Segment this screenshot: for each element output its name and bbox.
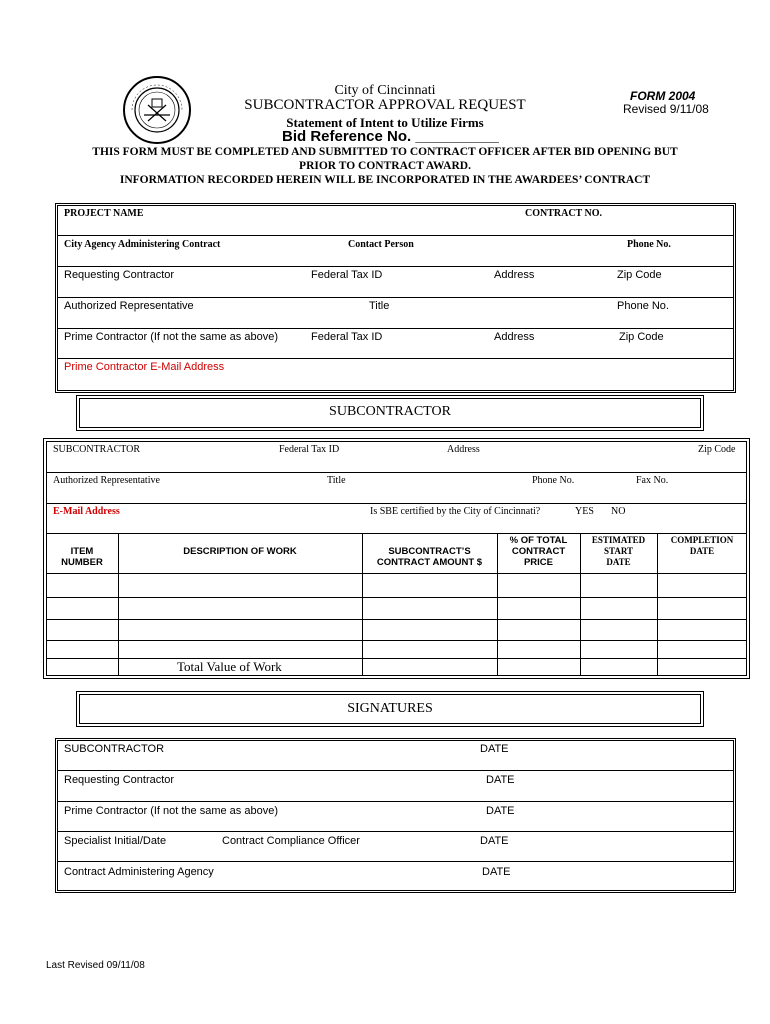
table-row[interactable] xyxy=(46,620,747,639)
city-agency-field[interactable]: City Agency Administering Contract xyxy=(64,239,221,250)
sig-date-1[interactable]: DATE xyxy=(480,743,509,755)
table-row[interactable] xyxy=(46,598,747,618)
requesting-tax-id-field[interactable]: Federal Tax ID xyxy=(311,269,383,281)
notice-line-2: PRIOR TO CONTRACT AWARD. xyxy=(299,160,471,172)
col-header-description: DESCRIPTION OF WORK xyxy=(183,546,297,557)
requesting-contractor-field[interactable]: Requesting Contractor xyxy=(64,269,175,281)
sub-address-field[interactable]: Address xyxy=(447,444,480,455)
revised-date: Revised 9/11/08 xyxy=(623,102,709,116)
form-title: SUBCONTRACTOR APPROVAL REQUEST xyxy=(244,97,526,113)
sig-subcontractor-field[interactable]: SUBCONTRACTOR xyxy=(64,743,165,755)
contract-no-field[interactable]: CONTRACT NO. xyxy=(525,208,603,219)
sig-date-3[interactable]: DATE xyxy=(486,805,515,817)
prime-zip-field[interactable]: Zip Code xyxy=(619,331,664,343)
notice-line-3: INFORMATION RECORDED HEREIN WILL BE INCORPORATED IN THE AWARDEES’ CONTRACT xyxy=(119,174,651,186)
sig-requesting-contractor-field[interactable]: Requesting Contractor xyxy=(64,774,175,786)
table-row[interactable] xyxy=(46,641,747,657)
sbe-no-option[interactable]: NO xyxy=(611,506,626,517)
table-row[interactable] xyxy=(46,574,747,596)
sub-zip-field[interactable]: Zip Code xyxy=(698,444,736,455)
sig-specialist-field[interactable]: Specialist Initial/Date xyxy=(64,835,167,847)
sig-compliance-officer-field[interactable]: Contract Compliance Officer xyxy=(222,835,360,847)
sig-administering-agency-field[interactable]: Contract Administering Agency xyxy=(64,866,214,878)
agency-phone-field[interactable]: Phone No. xyxy=(627,239,671,250)
city-name: City of Cincinnati xyxy=(334,83,436,98)
sub-fax-field[interactable]: Fax No. xyxy=(636,475,669,486)
col-header-start-date: ESTIMATED START DATE xyxy=(591,535,646,567)
prime-contractor-field[interactable]: Prime Contractor (If not the same as above) xyxy=(64,331,278,343)
requesting-zip-field[interactable]: Zip Code xyxy=(617,269,662,281)
city-seal xyxy=(122,75,192,145)
col-header-percent: % OF TOTAL CONTRACT PRICE xyxy=(509,535,568,568)
subcontractor-heading: SUBCONTRACTOR xyxy=(329,404,451,419)
authorized-rep-field[interactable]: Authorized Representative xyxy=(64,300,194,312)
sig-prime-contractor-field[interactable]: Prime Contractor (If not the same as above) xyxy=(64,805,278,817)
prime-email-field[interactable]: Prime Contractor E-Mail Address xyxy=(64,361,225,373)
prime-tax-id-field[interactable]: Federal Tax ID xyxy=(311,331,383,343)
form-number: FORM 2004 xyxy=(630,89,696,103)
col-header-amount: SUBCONTRACT’S CONTRACT AMOUNT $ xyxy=(376,546,483,568)
sub-tax-id-field[interactable]: Federal Tax ID xyxy=(279,444,340,455)
rep-title-field[interactable]: Title xyxy=(369,300,390,312)
signatures-heading: SIGNATURES xyxy=(347,701,433,716)
bid-reference: Bid Reference No. __________ xyxy=(282,128,499,145)
prime-address-field[interactable]: Address xyxy=(494,331,535,343)
total-value-label: Total Value of Work xyxy=(177,659,282,674)
form-subtitle: Statement of Intent to Utilize Firms xyxy=(286,115,484,130)
contact-person-field[interactable]: Contact Person xyxy=(348,239,414,250)
sig-date-5[interactable]: DATE xyxy=(482,866,511,878)
footer-last-revised: Last Revised 09/11/08 xyxy=(46,960,145,971)
sig-date-2[interactable]: DATE xyxy=(486,774,515,786)
requesting-address-field[interactable]: Address xyxy=(494,269,535,281)
notice-line-1: THIS FORM MUST BE COMPLETED AND SUBMITTED TO CONTRACT OFFICER AFTER BID OPENING BUT xyxy=(92,146,678,158)
project-name-field[interactable]: PROJECT NAME xyxy=(64,208,144,219)
col-header-item: ITEM NUMBER xyxy=(61,546,103,568)
sub-authorized-rep-field[interactable]: Authorized Representative xyxy=(53,475,160,486)
sig-date-4[interactable]: DATE xyxy=(480,835,509,847)
sub-title-field[interactable]: Title xyxy=(327,475,346,486)
rep-phone-field[interactable]: Phone No. xyxy=(617,300,669,312)
sub-phone-field[interactable]: Phone No. xyxy=(532,475,575,486)
sbe-question: Is SBE certified by the City of Cincinnati? xyxy=(370,506,541,517)
sub-email-field[interactable]: E-Mail Address xyxy=(53,506,120,517)
col-header-completion-date: COMPLETION DATE xyxy=(670,535,734,556)
subcontractor-name-field[interactable]: SUBCONTRACTOR xyxy=(53,444,141,455)
sbe-yes-option[interactable]: YES xyxy=(575,506,594,517)
